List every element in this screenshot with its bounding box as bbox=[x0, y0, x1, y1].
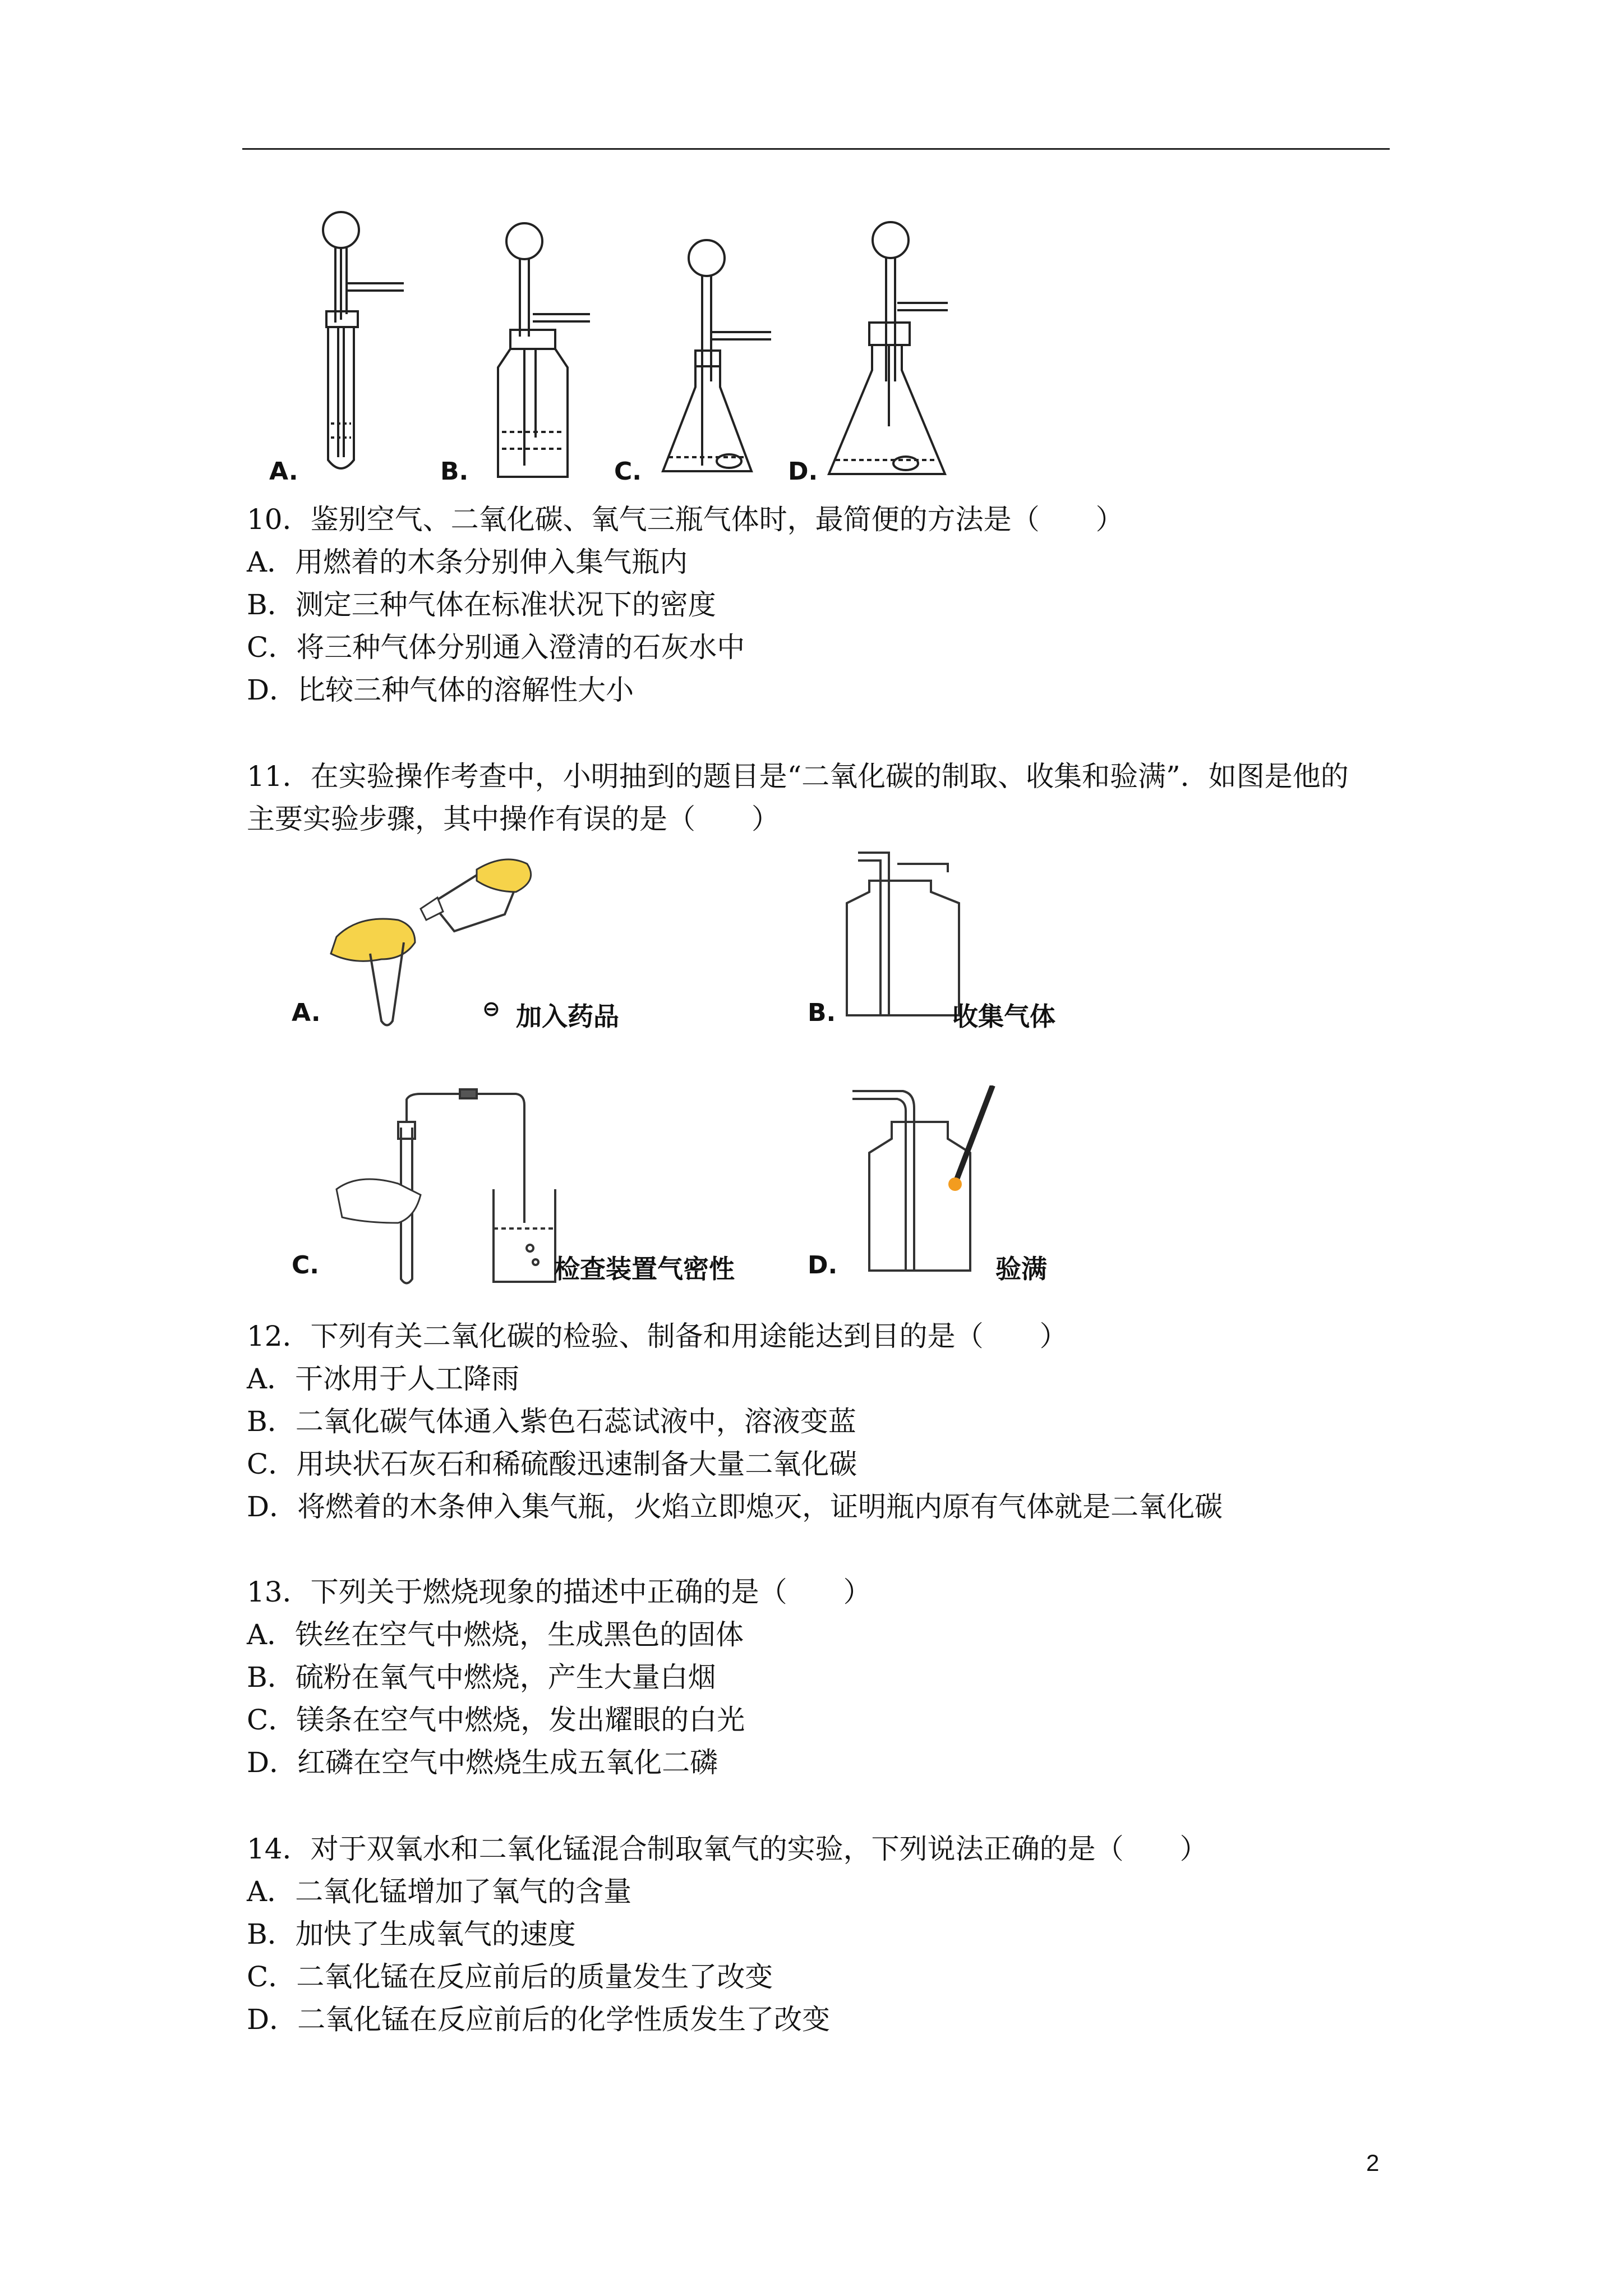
q11-caption-a: 加入药品 bbox=[516, 1001, 619, 1032]
q9-label-c: C. bbox=[614, 457, 642, 486]
q10-option-a: A．用燃着的木条分别伸入集气瓶内 bbox=[247, 546, 688, 578]
q11-label-c: C. bbox=[292, 1251, 320, 1280]
q10-option-d: D．比较三种气体的溶解性大小 bbox=[247, 674, 634, 706]
q11-stem-line2: 主要实验步骤，其中操作有误的是（ ） bbox=[247, 803, 780, 835]
question-14 bbox=[247, 1828, 1391, 2041]
gas-generator-diagrams bbox=[247, 202, 1032, 494]
q11-figure-c bbox=[292, 1088, 796, 1290]
q11-stem-line1: 11．在实验操作考查中，小明抽到的题目是“二氧化碳的制取、收集和验满”．如图是他的 bbox=[247, 760, 1349, 793]
question-10 bbox=[247, 498, 1391, 711]
q12-option-c: C．用块状石灰石和稀硫酸迅速制备大量二氧化碳 bbox=[247, 1448, 857, 1480]
q10-option-b: B．测定三种气体在标准状况下的密度 bbox=[247, 588, 716, 621]
q12-option-a: A．干冰用于人工降雨 bbox=[247, 1363, 520, 1395]
q11-label-d: D. bbox=[808, 1251, 838, 1280]
question-13 bbox=[247, 1571, 1391, 1784]
q13-stem: 13．下列关于燃烧现象的描述中正确的是（ ） bbox=[247, 1576, 872, 1608]
q11-figure-b bbox=[808, 847, 1144, 1032]
q11-caption-c: 检查装置气密性 bbox=[554, 1254, 735, 1284]
q13-option-d: D．红磷在空气中燃烧生成五氧化二磷 bbox=[247, 1746, 718, 1779]
verify-full-setup bbox=[808, 1085, 1144, 1287]
q9-label-b: B. bbox=[440, 457, 469, 486]
q10-stem: 10．鉴别空气、二氧化碳、氧气三瓶气体时，最简便的方法是（ ） bbox=[247, 503, 1124, 536]
q11-label-a: A. bbox=[292, 999, 321, 1027]
q10-option-c: C．将三种气体分别通入澄清的石灰水中 bbox=[247, 631, 745, 664]
q13-option-c: C．镁条在空气中燃烧，发出耀眼的白光 bbox=[247, 1704, 745, 1736]
q11-figure-d bbox=[808, 1085, 1144, 1287]
apparatus-c bbox=[663, 240, 771, 471]
q11-caption-b: 收集气体 bbox=[952, 1001, 1055, 1032]
q13-option-b: B．硫粉在氧气中燃烧，产生大量白烟 bbox=[247, 1661, 716, 1694]
q14-option-c: C．二氧化锰在反应前后的质量发生了改变 bbox=[247, 1961, 773, 1993]
apparatus-d bbox=[829, 222, 948, 474]
q12-stem: 12．下列有关二氧化碳的检验、制备和用途能达到目的是（ ） bbox=[247, 1320, 1068, 1352]
page-number: 2 bbox=[1366, 2150, 1380, 2176]
q14-stem: 14．对于双氧水和二氧化锰混合制取氧气的实验，下列说法正确的是（ ） bbox=[247, 1833, 1208, 1865]
question-11 bbox=[247, 755, 1391, 840]
q14-option-a: A．二氧化锰增加了氧气的含量 bbox=[247, 1875, 632, 1908]
q9-label-a: A. bbox=[269, 457, 298, 486]
header-rule bbox=[242, 148, 1390, 150]
q11-label-b: B. bbox=[808, 999, 836, 1027]
q11-figure-a bbox=[292, 853, 796, 1032]
q13-option-a: A．铁丝在空气中燃烧，生成黑色的固体 bbox=[247, 1618, 744, 1651]
q14-option-b: B．加快了生成氧气的速度 bbox=[247, 1918, 576, 1950]
q11-caption-a-icon: ⊖ bbox=[482, 996, 500, 1021]
q14-option-d: D．二氧化锰在反应前后的化学性质发生了改变 bbox=[247, 2003, 831, 2036]
question-12 bbox=[247, 1315, 1391, 1528]
q11-caption-d: 验满 bbox=[995, 1254, 1047, 1284]
apparatus-b bbox=[498, 223, 590, 477]
q12-option-b: B．二氧化碳气体通入紫色石蕊试液中，溶液变蓝 bbox=[247, 1405, 856, 1438]
apparatus-a bbox=[323, 212, 404, 468]
q9-apparatus-figure bbox=[247, 202, 1032, 494]
q12-option-d: D．将燃着的木条伸入集气瓶，火焰立即熄灭，证明瓶内原有气体就是二氧化碳 bbox=[247, 1490, 1223, 1523]
q9-label-d: D. bbox=[788, 457, 818, 486]
